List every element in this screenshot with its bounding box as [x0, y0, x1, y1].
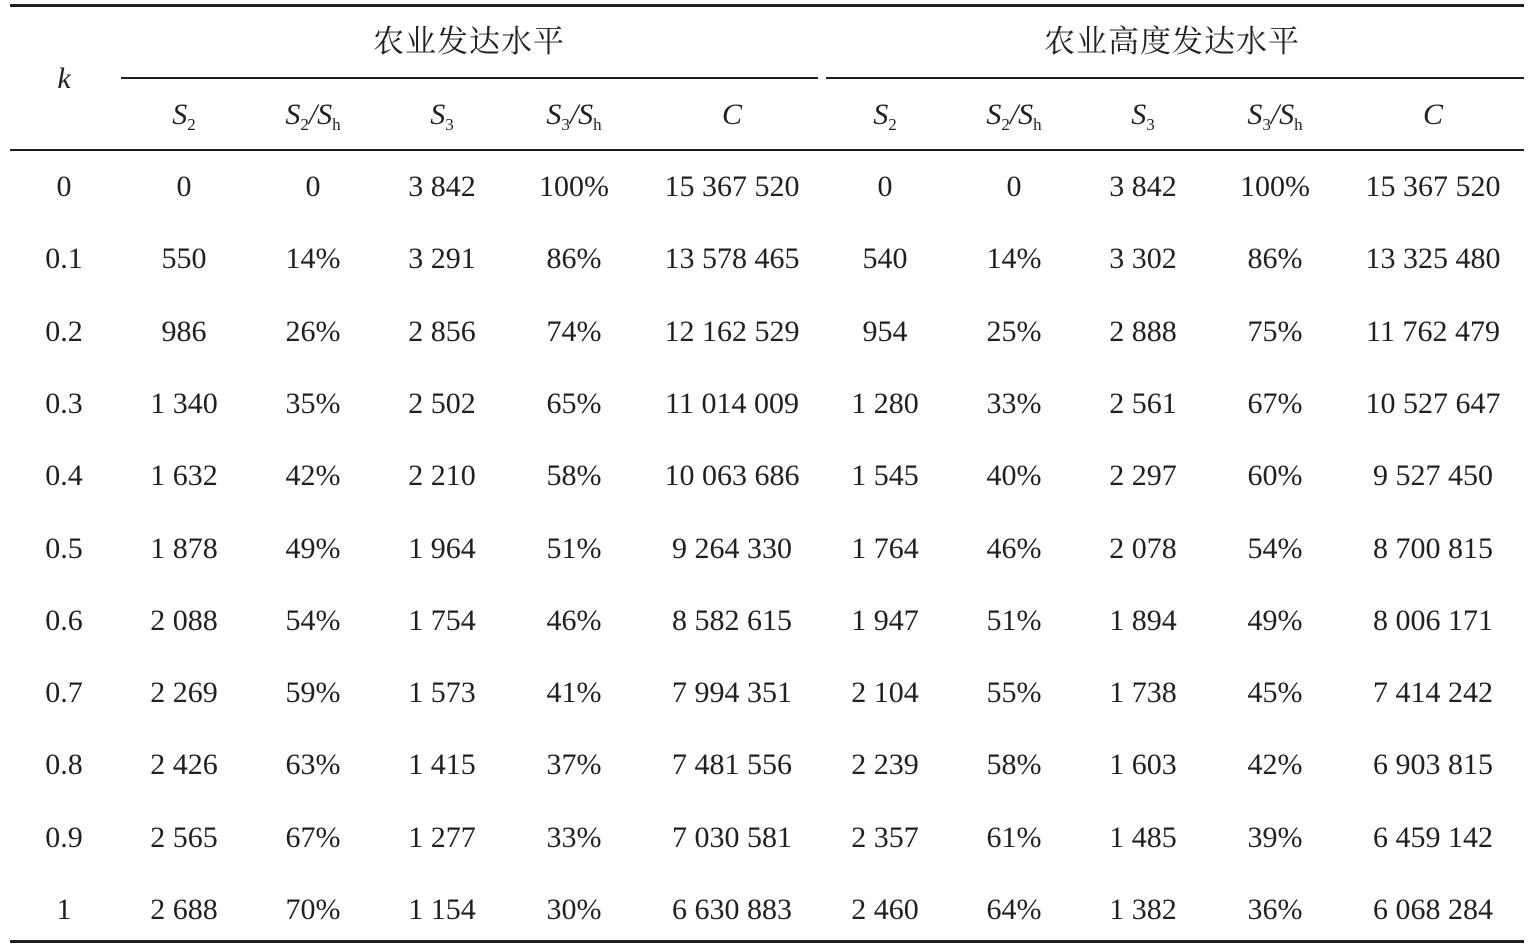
table-cell: 2 104: [851, 676, 919, 710]
header-subscript: 3: [1262, 115, 1271, 134]
header-subscript: h: [593, 115, 602, 134]
table-cell: 49%: [1247, 603, 1303, 637]
table-cell: 64%: [986, 893, 1042, 926]
table-cell: 14%: [285, 242, 341, 276]
table-cell: 1 632: [150, 459, 218, 493]
table-cell: 2 688: [150, 893, 218, 926]
table-cell: 1 573: [408, 676, 476, 710]
table-cell: 1 280: [851, 386, 919, 420]
table-cell: 550: [161, 242, 207, 276]
header-symbol: S: [285, 98, 301, 131]
column-header: [546, 98, 601, 132]
column-header: [430, 98, 454, 132]
column-header: [1423, 98, 1443, 132]
table-cell: 0: [176, 170, 192, 203]
header-subscript: 2: [1001, 115, 1010, 134]
header-subscript: 2: [888, 115, 897, 134]
row-k-value: 0: [56, 170, 72, 203]
header-subscript: 3: [445, 115, 454, 134]
table-cell: 2 210: [408, 459, 476, 493]
table-cell: 2 357: [851, 820, 919, 854]
header-subscript: h: [332, 115, 341, 134]
row-k-value: 0.1: [45, 242, 83, 276]
table-cell: 70%: [285, 893, 341, 926]
table-cell: 7 414 242: [1373, 676, 1493, 710]
header-subscript: h: [1033, 115, 1042, 134]
table-cell: 59%: [285, 676, 341, 710]
table-cell: 14%: [986, 242, 1042, 276]
table-cell: 11 014 009: [665, 386, 799, 420]
header-symbol: S: [1131, 98, 1147, 131]
row-k-value: 0.6: [45, 603, 83, 637]
table-cell: 9 527 450: [1373, 459, 1493, 493]
table-cell: 13 325 480: [1365, 242, 1501, 276]
table-cell: 1 277: [408, 820, 476, 854]
column-header: [873, 98, 897, 132]
header-symbol: /S: [1009, 98, 1034, 131]
table-cell: 15 367 520: [1365, 170, 1501, 203]
table-cell: 100%: [539, 170, 609, 203]
table-cell: 67%: [1247, 386, 1303, 420]
table-cell: 67%: [285, 820, 341, 854]
table-cell: 36%: [1247, 893, 1303, 926]
table-cell: 986: [161, 314, 207, 348]
table-cell: 2 297: [1109, 459, 1177, 493]
table-cell: 7 481 556: [672, 748, 792, 782]
bottom-rule: [10, 940, 1524, 943]
table-cell: 46%: [986, 531, 1042, 565]
table-cell: 8 582 615: [672, 603, 792, 637]
table-cell: 1 603: [1109, 748, 1177, 782]
table-cell: 8 006 171: [1373, 603, 1493, 637]
table-cell: 1 764: [851, 531, 919, 565]
table-cell: 1 738: [1109, 676, 1177, 710]
row-k-value: 1: [56, 893, 72, 926]
table-cell: 65%: [546, 386, 602, 420]
table-cell: 54%: [285, 603, 341, 637]
table-cell: 2 088: [150, 603, 218, 637]
table-cell: 37%: [546, 748, 602, 782]
table-cell: 3 291: [408, 242, 476, 276]
table-cell: 3 302: [1109, 242, 1177, 276]
table-cell: 6 459 142: [1373, 820, 1493, 854]
table-cell: 58%: [986, 748, 1042, 782]
table-cell: 1 154: [408, 893, 476, 926]
header-subscript: h: [1294, 115, 1303, 134]
header-symbol: C: [721, 98, 743, 131]
table-cell: 49%: [285, 531, 341, 565]
table-cell: 86%: [1247, 242, 1303, 276]
header-symbol: S: [873, 98, 889, 131]
table-cell: 58%: [546, 459, 602, 493]
header-symbol: S: [986, 98, 1002, 131]
table-cell: 100%: [1240, 170, 1310, 203]
column-header: [1247, 98, 1302, 132]
row-k-value: 0.5: [45, 531, 83, 565]
table-cell: 51%: [986, 603, 1042, 637]
table-cell: 1 754: [408, 603, 476, 637]
table-cell: 39%: [1247, 820, 1303, 854]
table-cell: 33%: [546, 820, 602, 854]
table-cell: 2 269: [150, 676, 218, 710]
table-cell: 2 888: [1109, 314, 1177, 348]
group-header-developed: 农业发达水平: [373, 24, 565, 60]
table-cell: 13 578 465: [664, 242, 800, 276]
table-cell: 3 842: [408, 170, 476, 203]
table-cell: 2 561: [1109, 386, 1177, 420]
table-cell: 2 460: [851, 893, 919, 926]
table-cell: 8 700 815: [1373, 531, 1493, 565]
column-header: [1131, 98, 1155, 132]
table-cell: 1 382: [1109, 893, 1177, 926]
table-cell: 12 162 529: [664, 314, 800, 348]
table-cell: 61%: [986, 820, 1042, 854]
table-cell: 46%: [546, 603, 602, 637]
table-cell: 63%: [285, 748, 341, 782]
header-subscript: 3: [561, 115, 570, 134]
table-cell: 2 856: [408, 314, 476, 348]
table-cell: 954: [862, 314, 908, 348]
table-cell: 35%: [285, 386, 341, 420]
group-1-rule: [121, 77, 818, 79]
table-cell: 9 264 330: [672, 531, 792, 565]
table-cell: 40%: [986, 459, 1042, 493]
column-header: [285, 98, 340, 132]
table-cell: 6 903 815: [1373, 748, 1493, 782]
table-cell: 7 030 581: [672, 820, 792, 854]
header-subscript: 2: [187, 115, 196, 134]
table-cell: 7 994 351: [672, 676, 792, 710]
table-cell: 51%: [546, 531, 602, 565]
column-header: [722, 98, 742, 132]
header-symbol: S: [1247, 98, 1263, 131]
table-cell: 2 426: [150, 748, 218, 782]
header-symbol: S: [430, 98, 446, 131]
table-cell: 2 078: [1109, 531, 1177, 565]
row-k-value: 0.3: [45, 386, 83, 420]
table-cell: 0: [305, 170, 321, 203]
table-cell: 42%: [1247, 748, 1303, 782]
table-cell: 2 239: [851, 748, 919, 782]
header-subscript: 2: [300, 115, 309, 134]
header-symbol: C: [1422, 98, 1444, 131]
table-cell: 1 878: [150, 531, 218, 565]
table-cell: 25%: [986, 314, 1042, 348]
table-cell: 33%: [986, 386, 1042, 420]
table-cell: 11 762 479: [1366, 314, 1500, 348]
table-cell: 6 630 883: [672, 893, 792, 926]
header-symbol: S: [172, 98, 188, 131]
table-cell: 1 340: [150, 386, 218, 420]
table-cell: 15 367 520: [664, 170, 800, 203]
row-k-value: 0.2: [45, 314, 83, 348]
header-subscript: 3: [1146, 115, 1155, 134]
header-symbol: /S: [308, 98, 333, 131]
header-symbol: S: [546, 98, 562, 131]
top-rule: [10, 4, 1524, 7]
table-cell: 1 485: [1109, 820, 1177, 854]
table-cell: 0: [877, 170, 893, 203]
table-cell: 60%: [1247, 459, 1303, 493]
table-cell: 1 947: [851, 603, 919, 637]
table-cell: 10 527 647: [1365, 386, 1501, 420]
table-cell: 10 063 686: [664, 459, 800, 493]
column-header: [986, 98, 1041, 132]
table-cell: 1 964: [408, 531, 476, 565]
table-cell: 26%: [285, 314, 341, 348]
table-cell: 74%: [546, 314, 602, 348]
group-header-highly-developed: 农业高度发达水平: [1044, 24, 1300, 60]
row-header-k: k: [57, 62, 71, 95]
header-symbol: /S: [1270, 98, 1295, 131]
table-cell: 41%: [546, 676, 602, 710]
header-symbol: /S: [569, 98, 594, 131]
group-2-rule: [826, 77, 1524, 79]
table-cell: 2 502: [408, 386, 476, 420]
table-cell: 30%: [546, 893, 602, 926]
table-cell: 3 842: [1109, 170, 1177, 203]
table-cell: 45%: [1247, 676, 1303, 710]
header-rule: [10, 149, 1524, 151]
table-cell: 75%: [1247, 314, 1303, 348]
table-cell: 6 068 284: [1373, 893, 1493, 926]
table-cell: 54%: [1247, 531, 1303, 565]
table-cell: 2 565: [150, 820, 218, 854]
row-k-value: 0.9: [45, 820, 83, 854]
table-cell: 55%: [986, 676, 1042, 710]
table-cell: 86%: [546, 242, 602, 276]
table-cell: 1 894: [1109, 603, 1177, 637]
row-k-value: 0.7: [45, 676, 83, 710]
row-k-value: 0.4: [45, 459, 83, 493]
column-header: [172, 98, 196, 132]
table-cell: 1 545: [851, 459, 919, 493]
table-cell: 1 415: [408, 748, 476, 782]
table-cell: 0: [1006, 170, 1022, 203]
table-cell: 42%: [285, 459, 341, 493]
table-cell: 540: [862, 242, 908, 276]
row-k-value: 0.8: [45, 748, 83, 782]
